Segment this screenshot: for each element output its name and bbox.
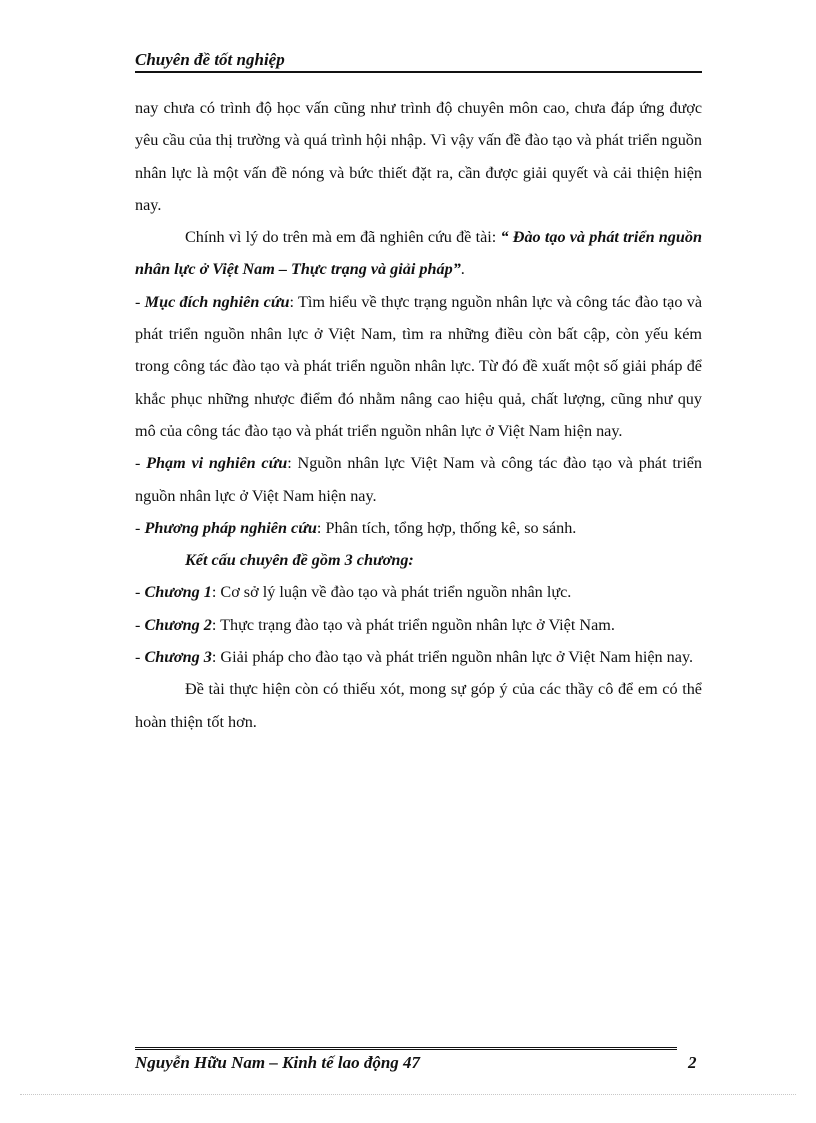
header-rule [135, 71, 702, 73]
chapter-text: : Thực trạng đào tạo và phát triển nguồn nhân lực ở Việt Nam. [211, 615, 615, 634]
dash: - [135, 583, 145, 602]
footer-rule [135, 1047, 677, 1050]
purpose-text: : Tìm hiểu về thực trạng nguồn nhân lực và công tác đào tạo và phát triển nguồn nhân lực ở Việt Nam, tìm ra những điều còn bất cập, còn yếu kém trong công tác đào tạo và phát triển nguồn nhân lực. Từ đó đề xuất một số giải pháp để khắc phục những nhược điểm đó nhằm nâng cao hiệu quả, chất lượng, cũng như quy mô của công tác đào tạo và phát triển nguồn nhân lực ở Việt Nam hiện nay. [135, 292, 703, 440]
chapter-label: Chương 3 [144, 648, 212, 667]
topic-title: “ Đào tạo và phát triển nguồn nhân lực ở Việt Nam – Thực trạng và giải pháp” [135, 228, 702, 279]
paragraph-scope [135, 447, 702, 512]
paragraph-method [135, 512, 702, 544]
chapter-item [135, 609, 702, 641]
method-label: Phương pháp nghiên cứu [144, 518, 317, 537]
chapter-item [135, 641, 702, 673]
dash: - [135, 615, 145, 634]
paragraph-closing: Đề tài thực hiện còn có thiếu xót, mong sự góp ý của các thầy cô để em có thể hoàn thiện tốt hơn. [135, 680, 702, 731]
purpose-label: Mục đích nghiên cứu [144, 292, 290, 311]
topic-intro: Chính vì lý do trên mà em đã nghiên cứu đề tài: [185, 228, 501, 247]
dash: - [135, 292, 145, 311]
dash: - [135, 518, 145, 537]
topic-end: . [460, 260, 465, 279]
page-boundary-line [20, 1094, 796, 1095]
dash: - [135, 454, 147, 473]
page-header-title: Chuyên đề tốt nghiệp [135, 50, 285, 69]
paragraph-purpose [135, 286, 702, 447]
dash: - [135, 648, 145, 667]
method-text: : Phân tích, tổng hợp, thống kê, so sánh. [316, 518, 577, 537]
chapter-text: : Giải pháp cho đào tạo và phát triển nguồn nhân lực ở Việt Nam hiện nay. [211, 648, 694, 667]
paragraph-topic [135, 221, 702, 286]
scope-label: Phạm vi nghiên cứu [146, 454, 288, 473]
page-number: 2 [688, 1053, 697, 1072]
chapter-label: Chương 1 [144, 583, 212, 602]
chapter-item [135, 576, 702, 608]
footer-author: Nguyễn Hữu Nam – Kinh tế lao động 47 [135, 1053, 421, 1072]
paragraph-continuation: nay chưa có trình độ học vấn cũng như trình độ chuyên môn cao, chưa đáp ứng được yêu cầu của thị trường và quá trình hội nhập. Vì vậy vấn đề đào tạo và phát triển nguồn nhân lực là một vấn đề nóng và bức thiết đặt ra, cần được giải quyết và cải thiện hiện nay. [135, 99, 702, 214]
chapter-text: : Cơ sở lý luận về đào tạo và phát triển nguồn nhân lực. [211, 583, 572, 602]
scope-text: : Nguồn nhân lực Việt Nam và công tác đào tạo và phát triển nguồn nhân lực ở Việt Nam hiện nay. [135, 454, 702, 505]
structure-heading: Kết cấu chuyên đề gồm 3 chương: [185, 551, 414, 570]
chapter-label: Chương 2 [144, 615, 212, 634]
document-body [135, 92, 702, 738]
